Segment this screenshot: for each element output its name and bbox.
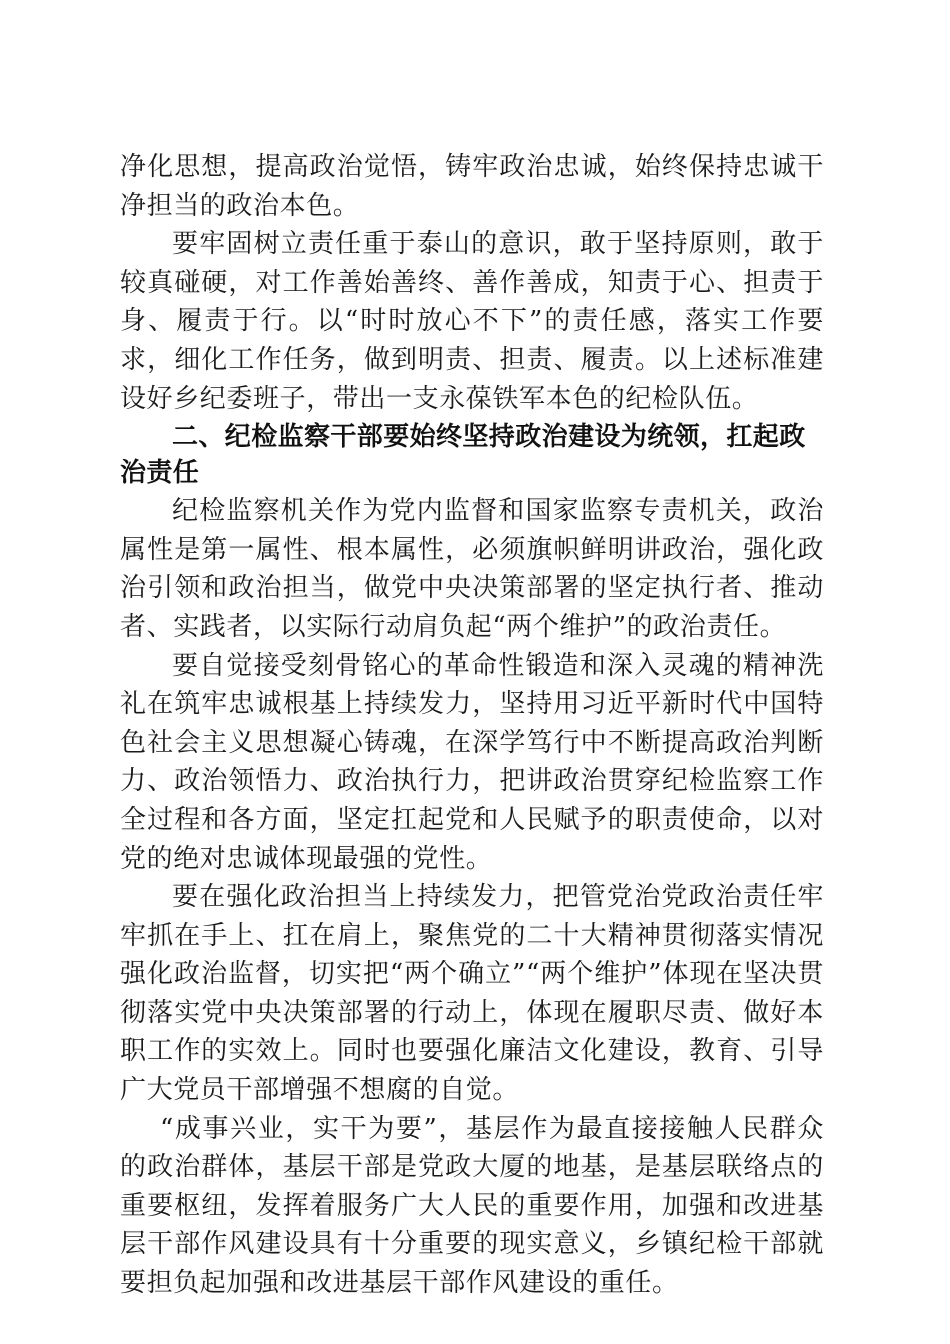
paragraph-continuation: 净化思想，提高政治觉悟，铸牢政治忠诚，始终保持忠诚干净担当的政治本色。	[120, 152, 824, 221]
paragraph-responsibility: 要牢固树立责任重于泰山的意识，敢于坚持原则，敢于较真碰硬，对工作善始善终、善作善成，知责于心、担责于身、履责于行。以“时时放心不下”的责任感，落实工作要求，细化工作任务，做到明责、担责、履责。以上述标准建设好乡纪委班子，带出一支永葆铁军本色的纪检队伍。	[120, 229, 824, 414]
paragraph-political-responsibility: 要在强化政治担当上持续发力，把管党治党政治责任牢牢抓在手上、扛在肩上，聚焦党的二十大精神贯彻落实情况强化政治监督，切实把“两个确立”“两个维护”体现在坚决贯彻落实党中央决策部署的行动上，体现在履职尽责、做好本职工作的实效上。同时也要强化廉洁文化建设，教育、引导广大党员干部增强不想腐的自觉。	[120, 882, 824, 1106]
document-body	[120, 148, 824, 1303]
section-heading: 二、纪检监察干部要始终坚持政治建设为统领，扛起政治责任	[120, 422, 806, 489]
paragraph-political-attribute: 纪检监察机关作为党内监督和国家监察专责机关，政治属性是第一属性、根本属性，必须旗帜鲜明讲政治，强化政治引领和政治担当，做党中央决策部署的坚定执行者、推动者、实践者，以实际行动肩负起“两个维护”的政治责任。	[120, 496, 824, 642]
paragraph-loyalty: 要自觉接受刻骨铭心的革命性锻造和深入灵魂的精神洗礼在筑牢忠诚根基上持续发力，坚持用习近平新时代中国特色社会主义思想凝心铸魂，在深学笃行中不断提高政治判断力、政治领悟力、政治执行力，把讲政治贯穿纪检监察工作全过程和各方面，坚定扛起党和人民赋予的职责使命，以对党的绝对忠诚体现最强的党性。	[120, 650, 824, 874]
paragraph-grassroots: “成事兴业，实干为要”，基层作为最直接接触人民群众的政治群体，基层干部是党政大厦的地基，是基层联络点的重要枢纽，发挥着服务广大人民的重要作用，加强和改进基层干部作风建设具有十分重要的现实意义，乡镇纪检干部就要担负起加强和改进基层干部作风建设的重任。	[120, 1113, 824, 1299]
